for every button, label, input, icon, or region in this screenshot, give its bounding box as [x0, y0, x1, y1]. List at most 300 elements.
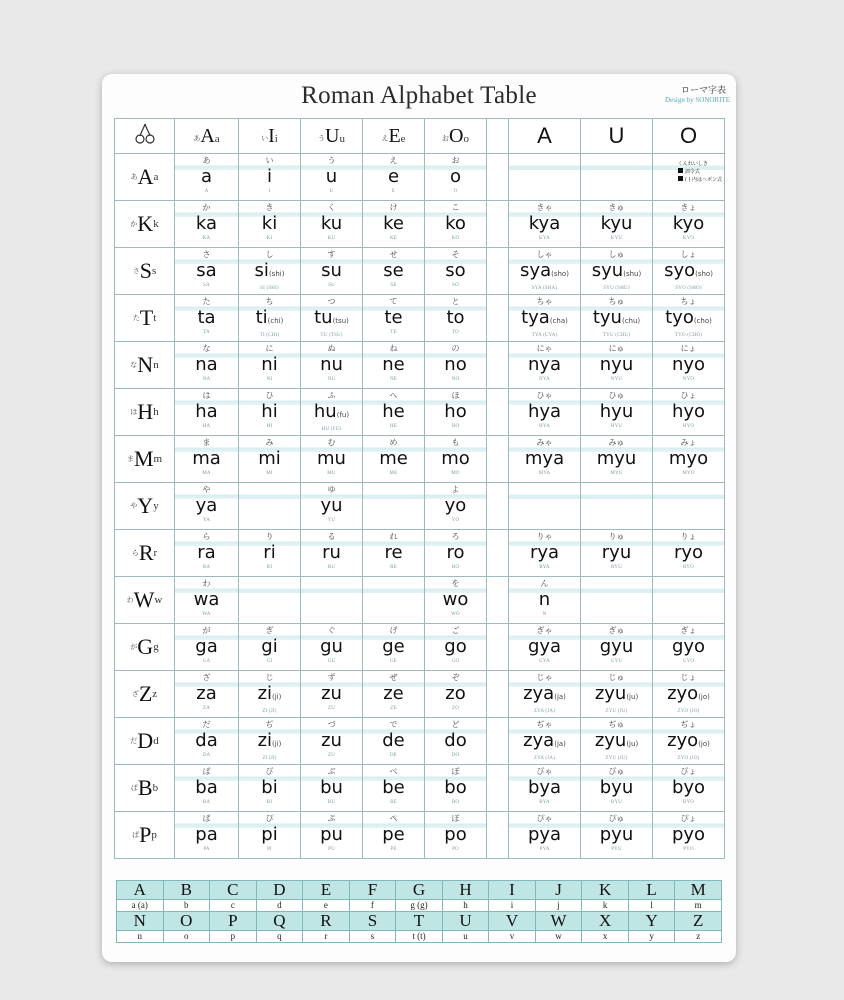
romaji-text: zu	[321, 683, 342, 704]
romaji-text: su	[321, 260, 342, 281]
legend-square	[678, 168, 683, 173]
kana-reading: す	[327, 250, 336, 259]
romaji-text: tyu	[592, 307, 622, 328]
romaji-caps: E	[391, 189, 396, 194]
kana-reading: な	[202, 344, 211, 353]
kana-reading: み	[265, 438, 274, 447]
alphabet-letter: H	[442, 881, 489, 900]
romaji-caps: PI	[267, 847, 272, 852]
empty-cell	[239, 483, 301, 530]
kana-reading: は	[202, 391, 211, 400]
romaji-caps: GU	[327, 659, 336, 664]
syllable-cell	[301, 154, 363, 201]
romaji-caps: RI	[266, 565, 273, 570]
column-header	[425, 119, 487, 154]
alphabet-letter: d	[256, 900, 303, 912]
row-upper: N	[137, 352, 154, 377]
romaji-text: ryo	[673, 542, 704, 563]
kana-reading: そ	[451, 250, 460, 259]
alphabet-letter: p	[210, 931, 257, 943]
romaji	[239, 542, 300, 564]
table-row	[115, 718, 725, 765]
yoon-cell	[653, 436, 725, 483]
romaji-caps: N	[542, 612, 547, 617]
romaji	[581, 354, 652, 376]
romaji-caps: TU (TSU)	[320, 333, 343, 338]
alphabet-letter: u	[442, 931, 489, 943]
syllable-cell	[239, 389, 301, 436]
kana-reading: ぎょ	[680, 626, 697, 635]
row-kana: あ	[130, 173, 138, 181]
column-lower: i	[274, 132, 278, 145]
romaji-text: yo	[444, 495, 467, 516]
row-header	[115, 201, 175, 248]
romaji-caps: KI	[266, 236, 273, 241]
romaji	[425, 824, 486, 846]
romaji-text: ha	[195, 401, 218, 422]
kana-reading: ず	[327, 673, 336, 682]
column-lower: o	[463, 132, 469, 145]
kana-reading: び	[265, 767, 274, 776]
syllable-cell	[425, 530, 487, 577]
romaji-caps: BYA	[539, 800, 550, 805]
column-upper: I	[268, 124, 275, 147]
kana-reading: ろ	[451, 532, 460, 541]
romaji-text: gi	[261, 636, 278, 657]
kana-reading: ひゃ	[536, 391, 553, 400]
alphabet-letter: j	[535, 900, 582, 912]
romaji	[653, 213, 724, 235]
romaji-text: pi	[261, 824, 278, 845]
romaji	[581, 542, 652, 564]
kana-reading: ぞ	[451, 673, 460, 682]
romaji-caps: SYA (SHA)	[531, 286, 558, 291]
alphabet-letter: T	[396, 912, 443, 931]
kana-reading: せ	[389, 250, 398, 259]
row-lower: b	[152, 782, 159, 794]
romaji	[425, 166, 486, 188]
yoon-column-header	[581, 119, 653, 154]
romaji-caps: RYA	[539, 565, 550, 570]
alphabet-letter: c	[210, 900, 257, 912]
column-lower: a	[214, 132, 220, 145]
romaji-caps: SYU (SHU)	[603, 286, 630, 291]
syllable-cell	[175, 530, 239, 577]
table-row	[115, 436, 725, 483]
romaji-text: wa	[193, 589, 220, 610]
romaji-caps: SO	[452, 283, 459, 288]
table-row	[115, 389, 725, 436]
hepburn-alt: (fu)	[336, 411, 350, 419]
syllable-cell	[425, 624, 487, 671]
legend-hepburn	[678, 176, 722, 184]
kana-reading: む	[327, 438, 336, 447]
romaji-text: he	[382, 401, 405, 422]
row-lower: y	[153, 500, 159, 512]
empty-cell	[653, 577, 725, 624]
romaji-text: myu	[596, 448, 637, 469]
row-kana: ぱ	[132, 831, 140, 839]
romaji-text: gyu	[599, 636, 634, 657]
kana-reading: ぎゅ	[608, 626, 625, 635]
yoon-cell	[509, 248, 581, 295]
romaji-text: kyo	[672, 213, 705, 234]
romaji-caps: MYU	[610, 471, 623, 476]
kana-reading: りゅ	[608, 532, 625, 541]
row-kana: や	[130, 502, 138, 510]
kana-reading: きゅ	[608, 203, 625, 212]
romaji-text: ro	[446, 542, 465, 563]
romaji-caps: TI (CHI)	[259, 333, 280, 338]
kana-reading: し	[265, 250, 274, 259]
romaji-text: tyo	[665, 307, 694, 328]
kana-reading: びゃ	[536, 767, 553, 776]
alphabet-letter: y	[628, 931, 675, 943]
romaji	[363, 213, 424, 235]
alphabet-letter: C	[210, 881, 257, 900]
alphabet-letter: R	[303, 912, 350, 931]
kana-reading: だ	[202, 720, 211, 729]
syllable-cell	[239, 154, 301, 201]
romaji-caps: HA	[202, 424, 211, 429]
syllable-cell	[363, 718, 425, 765]
romaji-text: tu	[314, 307, 333, 328]
yoon-cell	[581, 671, 653, 718]
romaji-text: nyo	[671, 354, 706, 375]
romaji	[301, 777, 362, 799]
syllable-cell	[363, 765, 425, 812]
romaji-text: nu	[320, 354, 343, 375]
romaji-text: zi	[257, 683, 273, 704]
kana-reading: え	[389, 156, 398, 165]
romaji	[653, 777, 724, 799]
column-kana: う	[318, 133, 326, 142]
romaji	[175, 636, 238, 658]
romaji	[175, 448, 238, 470]
alphabet-letter: w	[535, 931, 582, 943]
romaji-caps: ZYU (JU)	[605, 709, 628, 714]
romaji-text: ri	[263, 542, 276, 563]
yoon-cell	[581, 248, 653, 295]
romaji	[581, 307, 652, 332]
romaji-caps: PYO	[683, 847, 694, 852]
romaji-caps: NA	[202, 377, 211, 382]
romaji	[653, 448, 724, 470]
romaji	[239, 730, 300, 755]
romaji-text: ku	[320, 213, 343, 234]
syllable-cell	[175, 295, 239, 342]
syllable-cell	[175, 483, 239, 530]
romaji	[653, 683, 724, 708]
romaji	[301, 495, 362, 517]
romaji-caps: DE	[389, 753, 398, 758]
yoon-cell	[653, 530, 725, 577]
romaji	[363, 824, 424, 846]
column-kana: お	[442, 133, 450, 142]
romaji	[175, 824, 238, 846]
romaji-text: yu	[320, 495, 343, 516]
romaji-caps: HE	[389, 424, 398, 429]
alphabet-letter: m	[675, 900, 722, 912]
kana-reading: にゅ	[608, 344, 625, 353]
alphabet-letter: G	[396, 881, 443, 900]
row-header	[115, 248, 175, 295]
kana-reading: ふ	[327, 391, 336, 400]
romaji-caps: BI	[266, 800, 273, 805]
romaji-caps: KYA	[539, 236, 550, 241]
romaji	[425, 448, 486, 470]
syllable-cell	[363, 342, 425, 389]
kana-reading: げ	[389, 626, 398, 635]
romaji	[581, 260, 652, 285]
column-kana: え	[381, 133, 389, 142]
column-kana: あ	[193, 133, 201, 142]
syllable-cell	[239, 248, 301, 295]
row-header	[115, 812, 175, 859]
yoon-cell	[653, 201, 725, 248]
romaji-text: re	[384, 542, 403, 563]
romaji-text: pe	[382, 824, 405, 845]
kana-reading: びゅ	[608, 767, 625, 776]
romaji-text: zu	[321, 730, 342, 751]
romaji	[363, 542, 424, 564]
romaji-caps: MO	[451, 471, 460, 476]
kana-reading: ぎゃ	[536, 626, 553, 635]
romaji-text: ya	[195, 495, 218, 516]
romaji-text: so	[445, 260, 466, 281]
kana-reading: と	[451, 297, 460, 306]
romaji-caps: PE	[390, 847, 397, 852]
kana-reading: きょ	[680, 203, 697, 212]
romaji-text: zya	[523, 730, 555, 751]
kana-reading: ば	[202, 767, 211, 776]
syllable-cell	[239, 530, 301, 577]
romaji-caps: NYO	[682, 377, 695, 382]
yoon-column-header	[653, 119, 725, 154]
table-row	[115, 154, 725, 201]
syllable-cell	[301, 436, 363, 483]
romaji-text: si	[254, 260, 269, 281]
romaji-caps: A	[204, 189, 209, 194]
romaji	[653, 824, 724, 846]
romaji-text: i	[266, 166, 272, 187]
row-lower: w	[154, 594, 163, 606]
table-row	[115, 483, 725, 530]
romaji	[425, 401, 486, 423]
romaji-text: do	[444, 730, 467, 751]
romaji-text: byo	[671, 777, 706, 798]
row-upper: W	[133, 587, 155, 612]
kana-reading: にゃ	[536, 344, 553, 353]
romaji-text: gya	[527, 636, 562, 657]
kana-reading: ひゅ	[608, 391, 625, 400]
table-row	[115, 342, 725, 389]
kana-reading: お	[451, 156, 460, 165]
kana-reading: ちゅ	[608, 297, 625, 306]
alphabet-letter: Z	[675, 912, 722, 931]
syllable-cell	[301, 389, 363, 436]
kana-reading: ぢゃ	[536, 720, 553, 729]
syllable-cell	[175, 436, 239, 483]
romaji-caps: GE	[389, 659, 398, 664]
table-row	[115, 530, 725, 577]
kana-reading: つ	[327, 297, 336, 306]
alphabet-row	[117, 912, 722, 931]
row-kana: ま	[126, 455, 134, 463]
romaji	[581, 401, 652, 423]
syllable-cell	[301, 342, 363, 389]
kana-reading: にょ	[680, 344, 697, 353]
syllable-cell	[301, 624, 363, 671]
romaji	[581, 213, 652, 235]
alphabet-letter: E	[303, 881, 350, 900]
empty-cell	[581, 154, 653, 201]
yoon-cell	[509, 530, 581, 577]
kana-reading: の	[451, 344, 460, 353]
romaji-text: pu	[320, 824, 343, 845]
romaji	[301, 448, 362, 470]
row-lower: a	[153, 171, 159, 183]
yoon-cell	[581, 624, 653, 671]
romaji-caps: GYO	[682, 659, 695, 664]
kana-reading: う	[327, 156, 336, 165]
romaji-text: syu	[591, 260, 624, 281]
kana-reading: ぢ	[265, 720, 274, 729]
alphabet-letter: A	[117, 881, 164, 900]
romaji	[239, 636, 300, 658]
alphabet-letter: D	[256, 881, 303, 900]
romaji	[509, 542, 580, 564]
alphabet-letter: f	[349, 900, 396, 912]
kana-reading: い	[265, 156, 274, 165]
japanese-title: ローマ字表	[680, 86, 726, 96]
row-kana: ざ	[131, 690, 139, 698]
kana-reading: ぐ	[327, 626, 336, 635]
romaji	[239, 448, 300, 470]
romaji-caps: BYO	[682, 800, 695, 805]
yoon-column-label: U	[608, 123, 625, 148]
romaji	[363, 636, 424, 658]
romaji-text: nya	[527, 354, 562, 375]
column-gap	[487, 119, 509, 154]
romaji-caps: SU	[328, 283, 335, 288]
romaji-caps: SYO (SHO)	[675, 286, 702, 291]
yoon-cell	[581, 201, 653, 248]
row-upper: T	[139, 305, 154, 330]
romaji	[175, 401, 238, 423]
yoon-cell	[581, 765, 653, 812]
column-header	[301, 119, 363, 154]
romaji-text: zyo	[667, 683, 699, 704]
alphabet-letter: n	[117, 931, 164, 943]
row-header	[115, 389, 175, 436]
romaji-caps: YA	[202, 518, 211, 523]
row-upper: M	[133, 446, 154, 471]
romaji	[653, 307, 724, 332]
kana-reading: ちょ	[680, 297, 697, 306]
alphabet-letter: s	[349, 931, 396, 943]
yoon-column-label: A	[537, 123, 552, 148]
romaji	[363, 448, 424, 470]
romaji-text: hya	[527, 401, 562, 422]
hepburn-alt: (ju)	[626, 693, 639, 701]
romaji-text: pya	[527, 824, 562, 845]
romaji-caps: HYA	[539, 424, 550, 429]
romaji-caps: ZYO (JO)	[677, 756, 700, 761]
romaji-text: sa	[196, 260, 217, 281]
romaji	[301, 730, 362, 752]
hepburn-alt: (tsu)	[332, 317, 349, 325]
syllable-cell	[239, 201, 301, 248]
syllable-cell	[175, 718, 239, 765]
syllable-cell	[301, 483, 363, 530]
alphabet-letter: L	[628, 881, 675, 900]
romaji-caps: GI	[266, 659, 273, 664]
yoon-cell	[653, 624, 725, 671]
romaji-caps: KO	[451, 236, 460, 241]
column-gap	[487, 201, 509, 248]
romaji-caps: ZI (JI)	[262, 709, 277, 714]
romaji-caps: SI (SHI)	[260, 286, 279, 291]
kana-reading: ぽ	[451, 814, 460, 823]
column-gap	[487, 530, 509, 577]
romaji-text: ba	[195, 777, 218, 798]
table-row	[115, 577, 725, 624]
row-lower: n	[153, 359, 159, 371]
romaji-caps: MI	[266, 471, 273, 476]
romaji-caps: MYA	[538, 471, 551, 476]
romaji-caps: KYO	[682, 236, 695, 241]
romaji	[509, 401, 580, 423]
syllable-cell	[363, 201, 425, 248]
kana-reading: ぷ	[327, 814, 336, 823]
row-kana: ら	[131, 549, 139, 557]
legend-square	[678, 176, 683, 181]
romaji-text: byu	[599, 777, 634, 798]
yoon-cell	[581, 812, 653, 859]
romaji-caps: RYU	[611, 565, 622, 570]
table-row	[115, 295, 725, 342]
yoon-column-label: O	[679, 123, 698, 148]
kana-reading: しょ	[680, 250, 697, 259]
kana-reading: も	[451, 438, 460, 447]
romaji	[425, 730, 486, 752]
romaji-caps: NU	[327, 377, 336, 382]
kana-reading: か	[202, 203, 211, 212]
romaji-caps: PYA	[539, 847, 550, 852]
romaji-text: to	[446, 307, 465, 328]
romaji-caps: RA	[202, 565, 211, 570]
yoon-cell	[509, 201, 581, 248]
romaji-caps: HU (FU)	[321, 427, 342, 432]
romaji-caps: KE	[389, 236, 398, 241]
romaji-text: me	[379, 448, 408, 469]
romaji	[425, 777, 486, 799]
row-upper: K	[137, 211, 154, 236]
alphabet-row	[117, 931, 722, 943]
kana-reading: き	[265, 203, 274, 212]
romaji	[301, 213, 362, 235]
romaji-text: o	[449, 166, 461, 187]
yoon-cell	[653, 295, 725, 342]
syllable-cell	[363, 530, 425, 577]
syllable-cell	[425, 201, 487, 248]
romaji	[363, 683, 424, 705]
romaji-text: te	[384, 307, 403, 328]
romaji-caps: TYA (CYA)	[531, 333, 558, 338]
kana-reading: ね	[389, 344, 398, 353]
alphabet-letter: v	[489, 931, 536, 943]
